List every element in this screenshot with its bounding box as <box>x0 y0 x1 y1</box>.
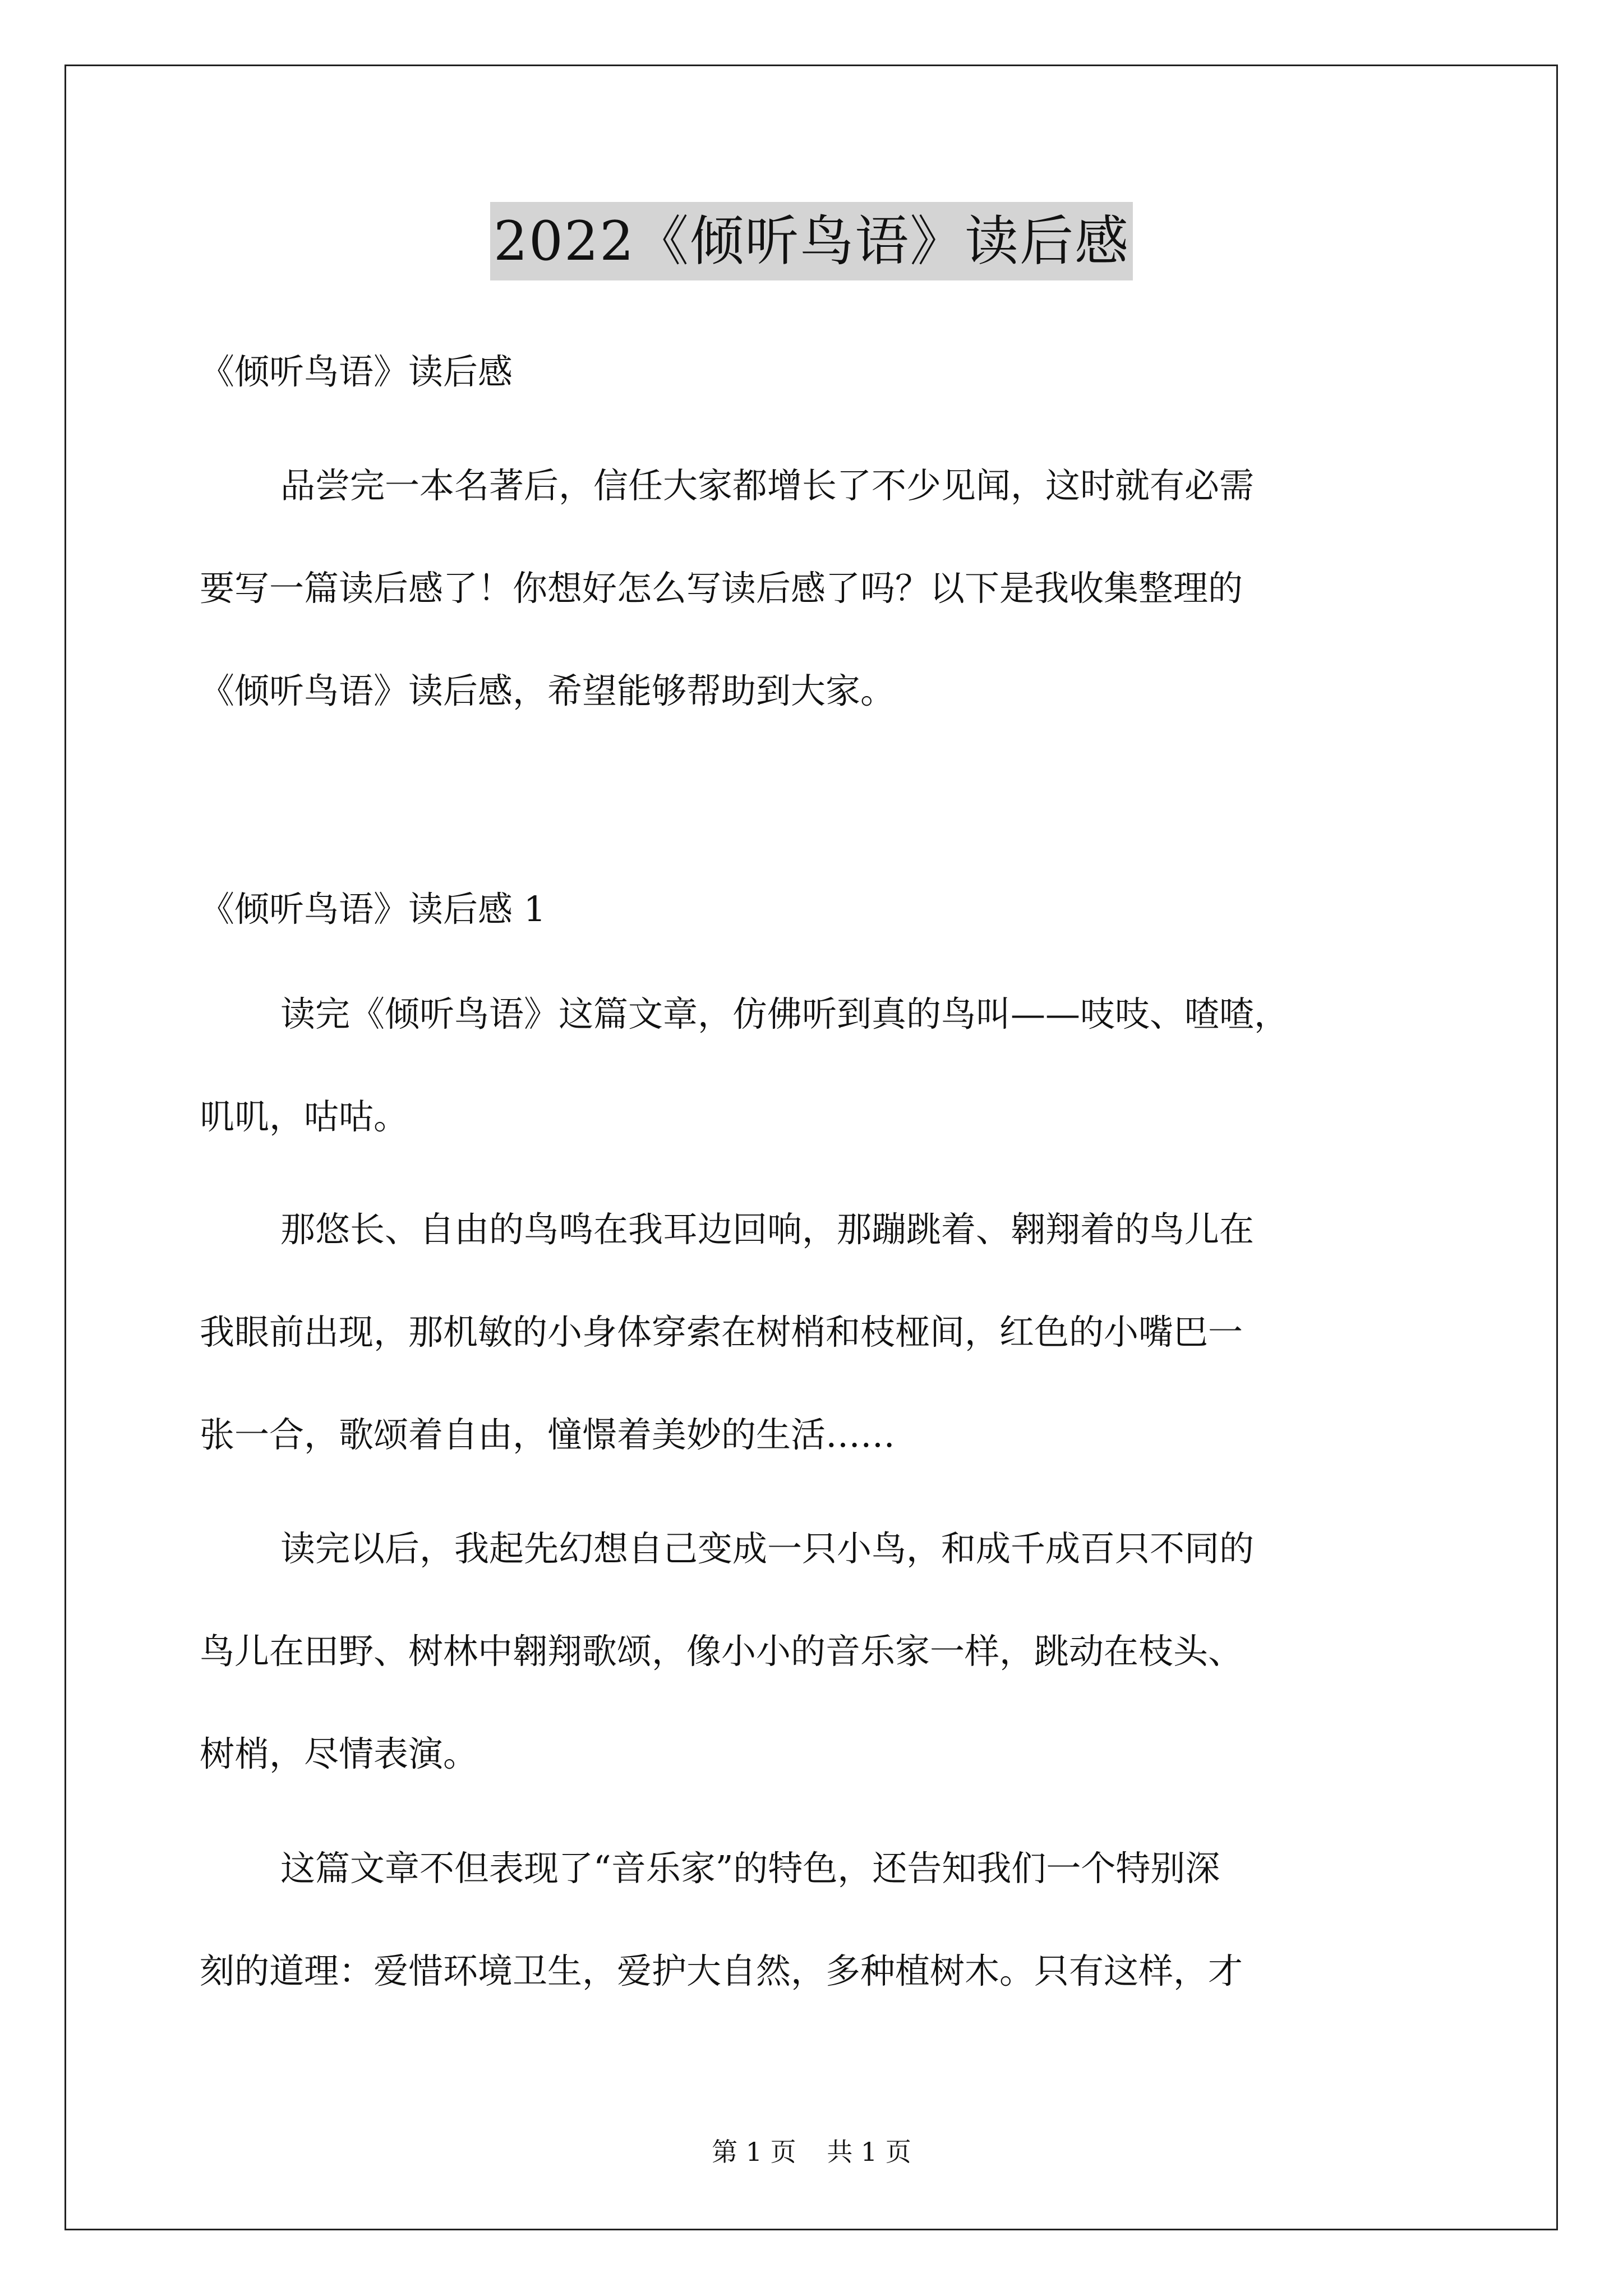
document-title: 2022《倾听鸟语》读后感 <box>490 202 1133 280</box>
paragraph-line: 我眼前出现，那机敏的小身体穿索在树梢和枝桠间，红色的小嘴巴一 <box>200 1312 1243 1352</box>
heading-text: 《倾听鸟语》读后感 1 <box>200 889 546 930</box>
paragraph-line: 那悠长、自由的鸟鸣在我耳边回响，那蹦跳着、翱翔着的鸟儿在 <box>280 1209 1255 1250</box>
paragraph-line: 读完以后，我起先幻想自己变成一只小鸟，和成千成百只不同的 <box>280 1528 1255 1569</box>
paragraph-line: 刻的道理：爱惜环境卫生，爱护大自然，多种植树木。只有这样，才 <box>200 1950 1243 1991</box>
paragraph-line: 品尝完一本名著后，信任大家都增长了不少见闻，这时就有必需 <box>280 465 1255 506</box>
paragraph-line: 叽叽，咕咕。 <box>200 1096 409 1137</box>
paragraph-line: 鸟儿在田野、树林中翱翔歌颂，像小小的音乐家一样，跳动在枝头、 <box>200 1631 1243 1672</box>
paragraph-line: 读完《倾听鸟语》这篇文章，仿佛听到真的鸟叫——吱吱、喳喳， <box>280 993 1289 1034</box>
paragraph-line: 要写一篇读后感了！你想好怎么写读后感了吗？以下是我收集整理的 <box>200 568 1243 609</box>
heading-text: 《倾听鸟语》读后感 <box>200 351 513 392</box>
paragraph-line: 《倾听鸟语》读后感，希望能够帮助到大家。 <box>200 670 896 711</box>
paragraph-line: 这篇文章不但表现了“音乐家”的特色，还告知我们一个特别深 <box>280 1848 1220 1889</box>
page-number: 第 1 页 <box>712 2137 796 2167</box>
paragraph-line: 张一合，歌颂着自由，憧憬着美妙的生活…… <box>200 1414 896 1455</box>
page-footer <box>0 2136 1623 2168</box>
paragraph-line: 树梢，尽情表演。 <box>200 1733 478 1774</box>
title-container <box>0 202 1623 280</box>
page-total: 共 1 页 <box>827 2137 911 2167</box>
